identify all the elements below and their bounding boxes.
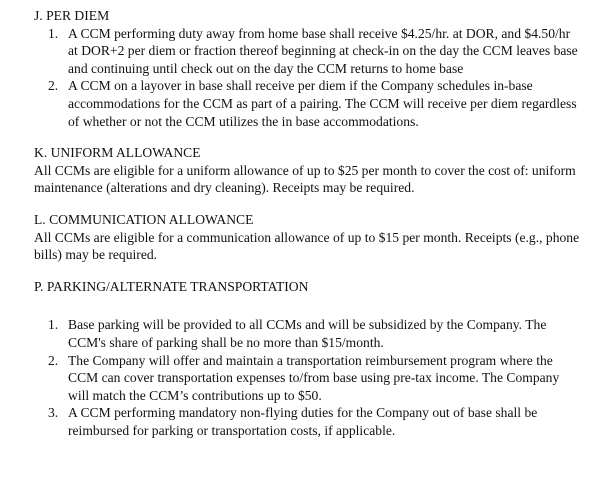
section-paragraph: All CCMs are eligible for a uniform allowance of up to $25 per month to cover the cost of: uniform maintenance (alterations and dry cleaning). Receipts may be required. (34, 162, 576, 196)
list-item (34, 404, 582, 439)
numbered-list (34, 316, 582, 439)
list-number: 1. (48, 317, 59, 333)
list-number: 3. (48, 405, 59, 421)
list-item (34, 316, 582, 351)
list-number: 2. (48, 78, 59, 94)
numbered-list (34, 25, 582, 131)
list-item-text: A CCM on a layover in base shall receive per diem if the Company schedules in-base accommodations for the CCM as part of a pairing. The CCM will receive per diem regardless of whether or not the CCM utilizes the in base accommodations. (68, 78, 577, 129)
section-communication-allowance (34, 211, 582, 264)
section-heading: L. COMMUNICATION ALLOWANCE (34, 211, 254, 227)
section-per-diem (34, 7, 582, 130)
document-body (34, 7, 582, 439)
list-item (34, 77, 582, 130)
list-item (34, 352, 582, 405)
list-item-text: A CCM performing mandatory non-flying duties for the Company out of base shall be reimbursed for parking or transportation costs, if applicable. (68, 405, 538, 438)
section-heading: P. PARKING/ALTERNATE TRANSPORTATION (34, 278, 309, 294)
list-item-text: A CCM performing duty away from home base shall receive $4.25/hr. at DOR, and $4.50/hr at DOR+2 per diem or fraction thereof beginning at check-in on the day the CCM leaves base and continuing until check out on the day the CCM returns to home base (68, 25, 578, 76)
section-parking (34, 278, 582, 440)
list-item-text: The Company will offer and maintain a transportation reimbursement program where the CCM can cover transportation expenses to/from base using pre-tax income. The Company will match the CCM’s contributions up to $50. (68, 352, 560, 403)
list-number: 2. (48, 352, 59, 368)
section-heading: K. UNIFORM ALLOWANCE (34, 145, 201, 161)
list-number: 1. (48, 25, 59, 41)
list-item (34, 25, 582, 78)
section-heading: J. PER DIEM (34, 8, 110, 23)
list-item-text: Base parking will be provided to all CCMs and will be subsidized by the Company. The CCM's share of parking shall be no more than $15/month. (68, 317, 547, 350)
section-paragraph: All CCMs are eligible for a communication allowance of up to $15 per month. Receipts (e.g., phone bills) may be required. (34, 229, 580, 263)
section-uniform-allowance (34, 144, 582, 197)
